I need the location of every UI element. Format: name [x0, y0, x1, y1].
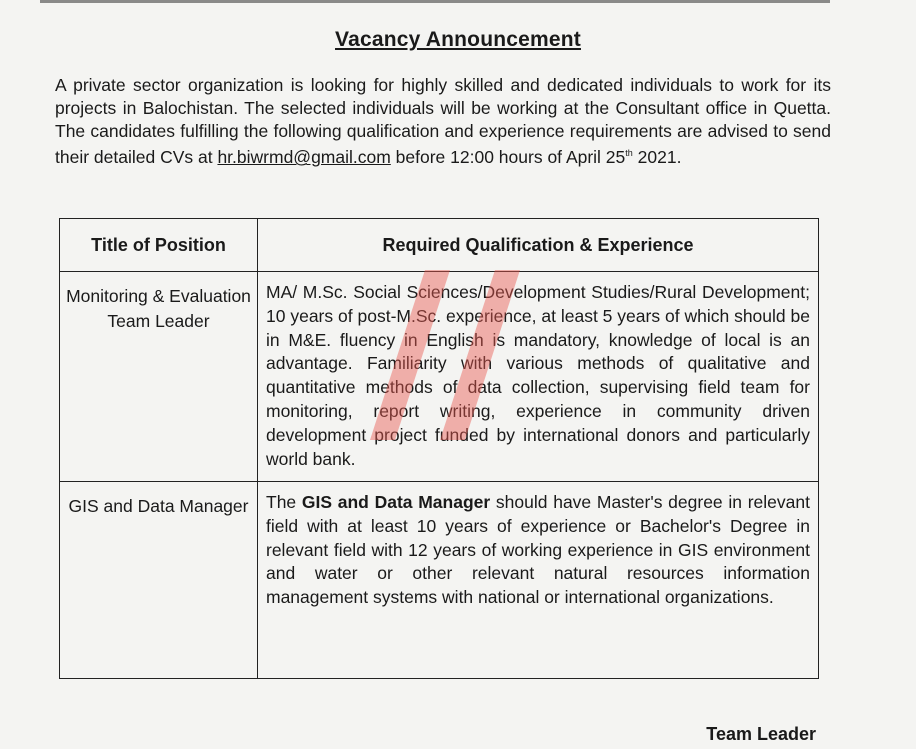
requirement-rest: should have Master's degree in relevant field with at least 10 years of experience or Bachelor's Degree in relevant field with 12 years of working experience in GIS environment and water or other relevant natural resources information management systems with national or international organizations.	[266, 492, 810, 608]
top-edge-rule	[40, 0, 830, 3]
requirement-prefix: The	[266, 492, 302, 512]
positions-table	[59, 218, 819, 679]
table-row	[60, 272, 819, 482]
position-requirements: MA/ M.Sc. Social Sciences/Development Studies/Rural Development; 10 years of post-M.Sc. experience, at least 5 years of which should be in M&E. fluency in English is mandatory, knowledge of local is an advantage. Familiarity with various methods of qualitative and quantitative methods of data collection, supervising field team for monitoring, report writing, experience in community driven development project funded by international donors and particularly world bank.	[258, 272, 819, 482]
header-position: Title of Position	[60, 219, 258, 272]
date-superscript: th	[625, 148, 633, 159]
table-header-row	[60, 219, 819, 272]
header-requirements: Required Qualification & Experience	[258, 219, 819, 272]
position-requirements	[258, 482, 819, 679]
position-title: GIS and Data Manager	[60, 482, 258, 679]
email-link[interactable]: hr.biwrmd@gmail.com	[217, 147, 391, 168]
position-title: Monitoring & Evaluation Team Leader	[60, 272, 258, 482]
intro-year: 2021.	[632, 147, 682, 168]
intro-paragraph	[55, 74, 831, 169]
signoff: Team Leader	[706, 724, 816, 744]
table-row	[60, 482, 819, 679]
intro-text: A private sector organization is looking for highly skilled and dedicated individuals to work for its projects in Balochistan. The selected individuals will be working at the Consultant office in Quetta. The candidates fulfilling the following qualification and experience requirements are advised to send their detailed CVs at	[55, 75, 831, 168]
page-title: Vacancy Announcement	[335, 28, 581, 51]
intro-deadline: before 12:00 hours of April 25	[390, 147, 626, 168]
requirement-bold: GIS and Data Manager	[301, 492, 491, 512]
